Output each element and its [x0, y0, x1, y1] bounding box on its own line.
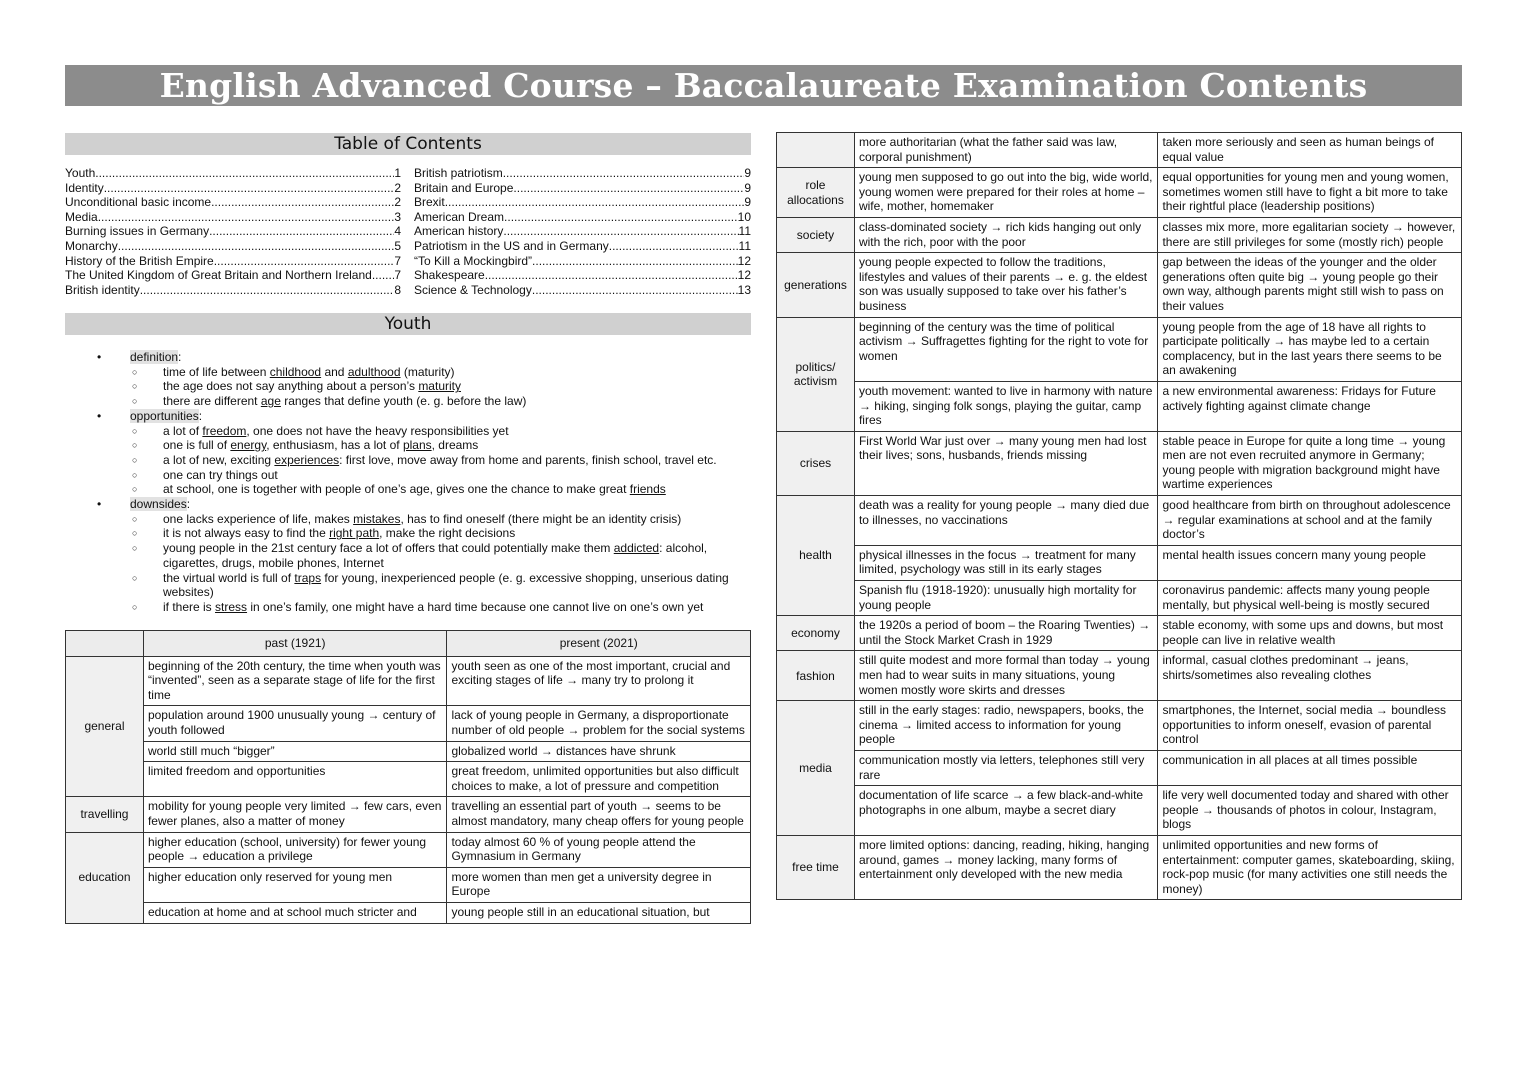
- toc-entry: [414, 210, 751, 225]
- toc-page-number: 11: [738, 238, 751, 253]
- youth-section-definition: • definition: ○ time of life between childhood and adulthood (maturity) ○ the age does not say anything about a person’s maturity ○ there are different age ranges that define youth (e. g. before the law): [65, 350, 751, 409]
- toc-topic: Identity: [65, 180, 104, 195]
- past-cell: First World War just over → many young men had lost their lives; sons, husbands, friends missing: [854, 431, 1158, 495]
- past-cell: physical illnesses in the focus → treatment for many limited, psychology was still in its early stages: [854, 545, 1158, 580]
- definition-item: [130, 379, 751, 394]
- underlined-keyword: experiences: [274, 452, 340, 467]
- toc-topic: American Dream: [414, 209, 505, 224]
- toc-entry: [414, 239, 751, 254]
- present-cell: young people still in an educational situation, but: [447, 902, 751, 923]
- toc-entry: [65, 181, 401, 196]
- item-text: if there is: [163, 599, 216, 614]
- column-header-present: present (2021): [447, 631, 751, 657]
- toc-page-number: 2: [394, 180, 401, 195]
- toc-page-number: 9: [744, 195, 751, 210]
- table-row: [777, 701, 1462, 751]
- toc-topic: Shakespeare: [414, 268, 485, 283]
- item-text: a lot of: [163, 423, 203, 438]
- item-text: one can try things out: [163, 467, 278, 482]
- item-text: : first love, move away from home and parents, finish school, travel etc.: [339, 452, 717, 467]
- toc-topic: “To Kill a Mockingbird”: [414, 253, 533, 268]
- toc-topic: Monarchy: [65, 238, 118, 253]
- category-cell: general: [66, 656, 144, 797]
- past-cell: young people expected to follow the traditions, lifestyles and values of their parents → e. g. the eldest son was usually supposed to take over his father’s business: [854, 253, 1158, 317]
- past-cell: limited freedom and opportunities: [143, 762, 447, 797]
- toc-right-column: [414, 166, 751, 297]
- toc-leader-dots: [372, 268, 394, 283]
- toc-topic: Unconditional basic income: [65, 195, 212, 210]
- underlined-keyword: freedom: [202, 423, 247, 438]
- table-row: [66, 656, 751, 706]
- table-row: [777, 496, 1462, 546]
- present-cell: life very well documented today and shared with other people → thousands of photos in colour, Instagram, blogs: [1158, 786, 1462, 836]
- table-row: [777, 381, 1462, 431]
- toc-entry: [65, 195, 401, 210]
- item-text: young people in the 21st century face a lot of offers that could potentially make them: [163, 541, 614, 556]
- present-cell: good healthcare from birth on throughout adolescence → regular examinations at school and at the family doctor’s: [1158, 496, 1462, 546]
- toc-entry: [414, 181, 751, 196]
- underlined-keyword: right path: [329, 526, 380, 541]
- underlined-keyword: energy: [230, 438, 267, 453]
- category-cell: travelling: [66, 797, 144, 832]
- toc-topic: Burning issues in Germany: [65, 224, 210, 239]
- past-cell: world still much “bigger”: [143, 741, 447, 762]
- past-cell: beginning of the century was the time of political activism → Suffragettes fighting for the right to vote for women: [854, 317, 1158, 381]
- youth-notes: [65, 350, 751, 615]
- present-cell: unlimited opportunities and new forms of entertainment: computer games, skateboarding, skiing, rock-pop music (for many activities one still needs the money): [1158, 835, 1462, 899]
- toc-page-number: 7: [394, 253, 401, 268]
- item-text: , one does not have the heavy responsibilities yet: [246, 423, 509, 438]
- toc-leader-dots: [211, 195, 394, 210]
- table-row: [66, 706, 751, 741]
- table-row: [66, 762, 751, 797]
- toc-topic: Brexit: [414, 195, 445, 210]
- toc-entry: [414, 166, 751, 181]
- item-text: , make the right decisions: [379, 526, 516, 541]
- definition-list: [130, 365, 751, 409]
- table-row: [777, 786, 1462, 836]
- past-cell: documentation of life scarce → a few black-and-white photographs in one album, maybe a secret diary: [854, 786, 1158, 836]
- present-cell: gap between the ideas of the younger and the older generations often quite big → young people go their own way, although parents might still wish to pass on their values: [1158, 253, 1462, 317]
- past-cell: population around 1900 unusually young → century of youth followed: [143, 706, 447, 741]
- table-row: [66, 902, 751, 923]
- present-cell: mental health issues concern many young people: [1158, 545, 1462, 580]
- past-cell: youth movement: wanted to live in harmony with nature → hiking, singing folk songs, playing the guitar, camp fires: [854, 381, 1158, 431]
- present-cell: great freedom, unlimited opportunities but also difficult choices to make, a lot of pressure and competition: [447, 762, 751, 797]
- toc-topic: Britain and Europe: [414, 180, 514, 195]
- downsides-item: [130, 526, 751, 541]
- table-row: [777, 616, 1462, 651]
- table-corner-cell: [66, 631, 144, 657]
- toc-page-number: 9: [744, 180, 751, 195]
- past-present-table-left: [65, 630, 751, 924]
- toc-page-number: 12: [737, 268, 751, 283]
- past-cell: class-dominated society → rich kids hanging out only with the rich, poor with the poor: [854, 217, 1158, 252]
- item-text: time of life between: [163, 364, 270, 379]
- toc-entry: [414, 254, 751, 269]
- item-text: for young, inexperienced people (e. g. excessive shopping, unserious dating websites): [163, 570, 729, 600]
- present-cell: informal, casual clothes predominant → jeans, shirts/sometimes also revealing clothes: [1158, 651, 1462, 701]
- toc-leader-dots: [98, 210, 395, 225]
- toc-page-number: 4: [394, 224, 401, 239]
- toc-page-number: 1: [394, 166, 401, 180]
- toc-heading: Table of Contents: [65, 133, 751, 155]
- column-header-past: past (1921): [143, 631, 447, 657]
- past-cell: death was a reality for young people → many died due to illnesses, no vaccinations: [854, 496, 1158, 546]
- toc-topic: British patriotism: [414, 166, 503, 180]
- youth-section-opportunities: • opportunities: ○ a lot of freedom, one does not have the heavy responsibilities yet ○ one is full of energy, enthusiasm, has a lot of plans, dreams ○ a lot of new, exciting experiences: first love, move away from home and parents, finish school, travel etc. ○ one can try things out ○ at school, one is together with people of one’s age, gives one the chance to make great friends: [65, 409, 751, 497]
- underlined-keyword: childhood: [269, 364, 322, 379]
- past-cell: beginning of the 20th century, the time when youth was “invented”, seen as a separate stage of life for the first time: [143, 656, 447, 706]
- toc-page-number: 9: [744, 166, 751, 180]
- opportunities-item: [130, 482, 751, 497]
- category-cell: [777, 133, 855, 168]
- toc-entry: [65, 283, 401, 298]
- item-text: (maturity): [400, 364, 455, 379]
- past-cell: more authoritarian (what the father said was law, corporal punishment): [854, 133, 1158, 168]
- item-text: one lacks experience of life, makes: [163, 511, 354, 526]
- past-cell: still quite modest and more formal than today → young men had to wear suits in many situations, young women mostly wore skirts and dresses: [854, 651, 1158, 701]
- toc-leader-dots: [209, 224, 394, 239]
- underlined-keyword: adulthood: [347, 364, 401, 379]
- toc-topic: Media: [65, 209, 98, 224]
- underlined-keyword: age: [260, 394, 281, 409]
- present-cell: travelling an essential part of youth → seems to be almost mandatory, many cheap offers for young people: [447, 797, 751, 832]
- definition-item: [130, 365, 751, 380]
- toc-topic: Youth: [65, 166, 96, 180]
- toc-topic: British identity: [65, 282, 140, 297]
- past-cell: young men supposed to go out into the big, wide world, young women were prepared for their roles at home – wife, mother, homemaker: [854, 168, 1158, 218]
- present-cell: equal opportunities for young men and young women, sometimes women still have to fight a bit more to take their rightful place (leadership positions): [1158, 168, 1462, 218]
- toc-page-number: 11: [738, 224, 751, 239]
- item-text: one is full of: [163, 438, 231, 453]
- opportunities-label: opportunities: [130, 408, 199, 423]
- opportunities-list: [130, 424, 751, 498]
- toc-leader-dots: [532, 254, 738, 269]
- underlined-keyword: mistakes: [353, 511, 401, 526]
- toc-leader-dots: [513, 181, 744, 196]
- item-text: a lot of new, exciting: [163, 452, 275, 467]
- toc-page-number: 2: [394, 195, 401, 210]
- category-cell: generations: [777, 253, 855, 317]
- past-cell: communication mostly via letters, telephones still very rare: [854, 750, 1158, 785]
- toc-entry: [414, 224, 751, 239]
- table-row: [777, 835, 1462, 899]
- past-cell: still in the early stages: radio, newspapers, books, the cinema → limited access to information for young people: [854, 701, 1158, 751]
- toc-topic: The United Kingdom of Great Britain and Northern Ireland: [65, 268, 372, 283]
- opportunities-item: [130, 438, 751, 453]
- underlined-keyword: stress: [215, 599, 248, 614]
- toc-leader-dots: [445, 195, 745, 210]
- present-cell: smartphones, the Internet, social media → boundless opportunities to inform oneself, evasion of parental control: [1158, 701, 1462, 751]
- table-row: [777, 168, 1462, 218]
- toc-left-column: [65, 166, 401, 297]
- item-text: and: [321, 364, 348, 379]
- toc-entry: [414, 283, 751, 298]
- table-row: [777, 651, 1462, 701]
- category-cell: free time: [777, 835, 855, 899]
- present-cell: today almost 60 % of young people attend the Gymnasium in Germany: [447, 832, 751, 867]
- toc-leader-dots: [503, 166, 745, 181]
- toc-leader-dots: [532, 283, 738, 298]
- toc-leader-dots: [485, 268, 738, 283]
- category-cell: role allocations: [777, 168, 855, 218]
- table-row: [66, 832, 751, 867]
- past-present-table-right: [776, 132, 1462, 900]
- item-text: it is not always easy to find the: [163, 526, 330, 541]
- opportunities-item: [130, 468, 751, 483]
- category-cell: society: [777, 217, 855, 252]
- present-cell: lack of young people in Germany, a disproportionate number of old people → problem for the social systems: [447, 706, 751, 741]
- table-row: [777, 545, 1462, 580]
- underlined-keyword: addicted: [613, 541, 660, 556]
- toc-page-number: 5: [394, 238, 401, 253]
- present-cell: young people from the age of 18 have all rights to participate politically → has maybe led to a certain complacency, but in the last years there seems to be an awakening: [1158, 317, 1462, 381]
- toc-leader-dots: [118, 239, 395, 254]
- table-row: [777, 750, 1462, 785]
- item-text: , enthusiasm, has a lot of: [266, 438, 403, 453]
- toc-entry: [65, 268, 401, 283]
- youth-heading: Youth: [65, 313, 751, 335]
- past-cell: higher education (school, university) for fewer young people → education a privilege: [143, 832, 447, 867]
- downsides-item: [130, 600, 751, 615]
- category-cell: economy: [777, 616, 855, 651]
- present-cell: taken more seriously and seen as human beings of equal value: [1158, 133, 1462, 168]
- present-cell: stable peace in Europe for quite a long time → young men are not even recruited anymore in Germany; young people with migration background might have wartime experiences: [1158, 431, 1462, 495]
- underlined-keyword: friends: [629, 482, 666, 497]
- present-cell: globalized world → distances have shrunk: [447, 741, 751, 762]
- table-row: [777, 431, 1462, 495]
- present-cell: more women than men get a university degree in Europe: [447, 867, 751, 902]
- downsides-list: [130, 512, 751, 615]
- toc-entry: [414, 195, 751, 210]
- toc-page-number: 3: [394, 209, 401, 224]
- table-row: [777, 317, 1462, 381]
- downsides-item: [130, 512, 751, 527]
- present-cell: classes mix more, more egalitarian society → however, there are still privileges for some (mostly rich) people: [1158, 217, 1462, 252]
- past-cell: Spanish flu (1918-1920): unusually high mortality for young people: [854, 581, 1158, 616]
- toc-page-number: 10: [737, 209, 751, 224]
- category-cell: politics/ activism: [777, 317, 855, 431]
- toc-leader-dots: [104, 181, 395, 196]
- item-text: the virtual world is full of: [163, 570, 295, 585]
- table-row: [777, 217, 1462, 252]
- item-text: : alcohol, cigarettes, drugs, mobile phones, Internet: [163, 541, 708, 570]
- past-cell: higher education only reserved for young men: [143, 867, 447, 902]
- present-cell: communication in all places at all times possible: [1158, 750, 1462, 785]
- toc-topic: History of the British Empire: [65, 253, 214, 268]
- toc-page-number: 12: [737, 253, 751, 268]
- underlined-keyword: traps: [294, 570, 322, 585]
- category-cell: education: [66, 832, 144, 923]
- toc-entry: [65, 224, 401, 239]
- category-cell: crises: [777, 431, 855, 495]
- toc-leader-dots: [140, 283, 395, 298]
- toc-entry: [65, 166, 401, 181]
- past-cell: mobility for young people very limited → few cars, even fewer planes, also a matter of money: [143, 797, 447, 832]
- toc-entry: [65, 254, 401, 269]
- table-row: [777, 253, 1462, 317]
- past-cell: education at home and at school much stricter and: [143, 902, 447, 923]
- category-cell: health: [777, 496, 855, 616]
- toc-entry: [414, 268, 751, 283]
- category-cell: fashion: [777, 651, 855, 701]
- youth-section-downsides: • downsides: ○ one lacks experience of life, makes mistakes, has to find oneself (there might be an identity crisis) ○ it is not always easy to find the right path, make the right decisions ○ young people in the 21st century face a lot of offers that could potentially make them addicted: alcohol, cigarettes, drugs, mobile phones, Internet ○ the virtual world is full of traps for young, inexperienced people (e. g. excessive shopping, unserious dating websites) ○ if there is stress in one’s family, one might have a hard time because one cannot live on one’s own yet: [65, 497, 751, 615]
- item-text: , has to find oneself (there might be an identity crisis): [400, 511, 682, 526]
- toc-entry: [65, 239, 401, 254]
- toc-topic: Patriotism in the US and in Germany: [414, 238, 609, 253]
- past-cell: the 1920s a period of boom – the Roaring Twenties) → until the Stock Market Crash in 1929: [854, 616, 1158, 651]
- item-text: the age does not say anything about a person’s: [163, 379, 419, 394]
- table-row: [66, 797, 751, 832]
- toc-page-number: 8: [394, 282, 401, 297]
- downsides-item: [130, 571, 751, 600]
- category-cell: media: [777, 701, 855, 836]
- opportunities-item: [130, 453, 751, 468]
- toc-entry: [65, 210, 401, 225]
- present-cell: youth seen as one of the most important, crucial and exciting stages of life → many try to prolong it: [447, 656, 751, 706]
- definition-label: definition: [130, 350, 179, 364]
- item-text: , dreams: [431, 438, 479, 453]
- toc-topic: American history: [414, 224, 504, 239]
- toc-leader-dots: [214, 254, 395, 269]
- table-row: [66, 741, 751, 762]
- past-cell: more limited options: dancing, reading, hiking, hanging around, games → money lacking, many forms of entertainment only developed with the new media: [854, 835, 1158, 899]
- toc-topic: Science & Technology: [414, 282, 532, 297]
- present-cell: stable economy, with some ups and downs, but most people can live in relative wealth: [1158, 616, 1462, 651]
- underlined-keyword: maturity: [418, 379, 461, 394]
- present-cell: a new environmental awareness: Fridays for Future actively fighting against climate change: [1158, 381, 1462, 431]
- downsides-label: downsides: [130, 497, 187, 512]
- toc-leader-dots: [95, 166, 394, 181]
- toc-page-number: 7: [394, 268, 401, 283]
- underlined-keyword: plans: [402, 438, 432, 453]
- item-text: there are different: [163, 394, 261, 409]
- item-text: ranges that define youth (e. g. before the law): [280, 394, 527, 409]
- toc-leader-dots: [609, 239, 739, 254]
- table-row: [66, 867, 751, 902]
- toc-leader-dots: [503, 224, 738, 239]
- toc-page-number: 13: [737, 282, 751, 297]
- downsides-item: [130, 541, 751, 570]
- table-row: [777, 133, 1462, 168]
- opportunities-item: [130, 424, 751, 439]
- document-title: English Advanced Course – Baccalaureate Examination Contents: [65, 65, 1462, 106]
- table-row: [777, 581, 1462, 616]
- item-text: at school, one is together with people of one’s age, gives one the chance to make great: [163, 482, 630, 497]
- item-text: in one’s family, one might have a hard time because one cannot live on one’s own yet: [247, 599, 704, 614]
- definition-item: [130, 394, 751, 409]
- present-cell: coronavirus pandemic: affects many young people mentally, but physical well-being is mostly secured: [1158, 581, 1462, 616]
- toc-leader-dots: [504, 210, 738, 225]
